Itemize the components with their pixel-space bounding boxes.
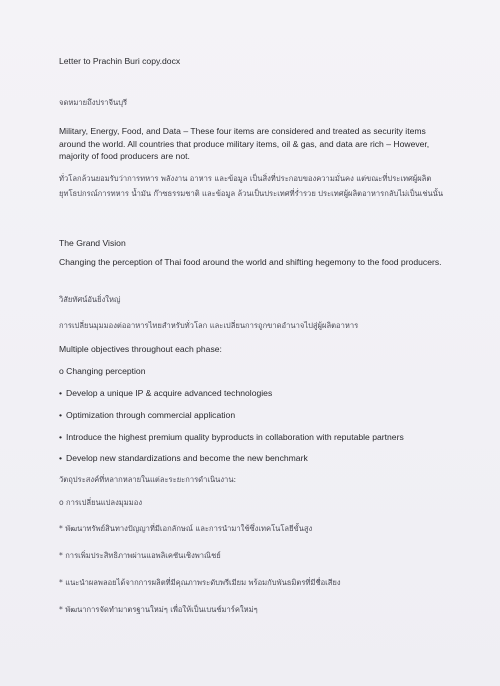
document-file-title: Letter to Prachin Buri copy.docx [59, 56, 181, 66]
objective-item-th: * พัฒนาทรัพย์สินทางปัญญาที่มีเอกลักษณ์ และการนำมาใช้ซึ่งเทคโนโลยีขั้นสูง [59, 524, 313, 533]
vision-paragraph-en: Changing the perception of Thai food around the world and shifting hegemony to the food producers. [59, 257, 442, 267]
vision-paragraph-th: การเปลี่ยนมุมมองต่ออาหารไทยสำหรับทั่วโลก และเปลี่ยนการถูกขาดอำนาจไปสู่ผู้ผลิตอาหาร [59, 321, 359, 330]
objective-item-th: * การเพิ่มประสิทธิภาพผ่านแอพลิเคชันเชิงพาณิชย์ [59, 551, 221, 560]
vision-title-th: วิสัยทัศน์อันยิ่งใหญ่ [59, 295, 121, 304]
objective-item-en: o Changing perception [59, 366, 146, 376]
objectives-title-th: วัตถุประสงค์ที่หลากหลายในแต่ละระยะการดำเนินงาน: [59, 475, 237, 484]
objective-item-en: • Develop a unique IP & acquire advanced technologies [59, 387, 272, 400]
objective-item-en: • Introduce the highest premium quality byproducts in collaboration with reputable partners [59, 431, 404, 444]
intro-paragraph-th: ทั่วโลกล้วนยอมรับว่าการทหาร พลังงาน อาหาร และข้อมูล เป็นสิ่งที่ประกอบของความมั่นคง แต่ขณะที่ประเทศผู้ผลิตยุทโธปกรณ์การทหาร น้ำมัน ก๊าซธรรมชาติ และข้อมูล ล้วนเป็นประเทศที่ร่ำรวย ประเทศผู้ผลิตอาหารกลับไม่เป็นเช่นนั้น [59, 174, 444, 198]
intro-paragraph-en: Military, Energy, Food, and Data – These four items are considered and treated as security items around the world. All countries that produce military items, oil & gas, and data are rich – However, majority of food producers are not. [59, 126, 430, 161]
thai-heading: จดหมายถึงปราจีนบุรี [59, 98, 128, 107]
section-title-grand-vision: The Grand Vision [59, 238, 126, 248]
objective-item-th: * แนะนำผลพลอยได้จากการผลิตที่มีคุณภาพระดับพรีเมียม พร้อมกับพันธมิตรที่มีชื่อเสียง [59, 578, 341, 587]
objectives-title-en: Multiple objectives throughout each phase: [59, 344, 222, 354]
objective-item-en: • Optimization through commercial application [59, 409, 235, 422]
objective-item-th: o การเปลี่ยนแปลงมุมมอง [59, 498, 143, 507]
objective-item-en: • Develop new standardizations and become the new benchmark [59, 452, 308, 465]
objective-item-th: * พัฒนาการจัดทำมาตรฐานใหม่ๆ เพื่อให้เป็นเบนช์มาร์คใหม่ๆ [59, 605, 258, 614]
